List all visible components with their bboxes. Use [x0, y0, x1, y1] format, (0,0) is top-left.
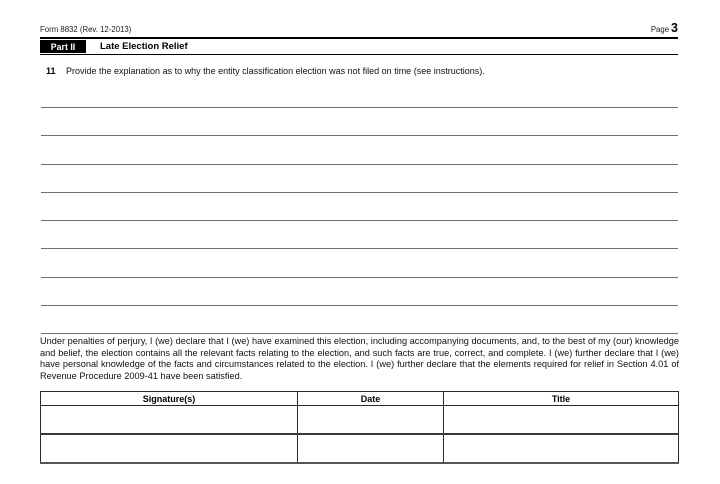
- page-indicator: [651, 21, 678, 35]
- signature-table-body: [41, 406, 679, 464]
- signature-cell[interactable]: [41, 434, 298, 463]
- writing-line[interactable]: [41, 305, 678, 306]
- title-cell[interactable]: [444, 406, 679, 435]
- writing-line[interactable]: [41, 277, 678, 278]
- page-word: Page: [650, 25, 670, 34]
- page-number-value: 3: [671, 21, 678, 35]
- signatures-column-header: Signature(s): [41, 392, 298, 406]
- explanation-answer-lines: [41, 107, 678, 334]
- header-divider-rule: [40, 37, 678, 39]
- line-11-instruction: Provide the explanation as to why the entity classification election was not filed on time (see instructions).: [66, 66, 485, 76]
- writing-line[interactable]: [41, 248, 678, 249]
- date-cell[interactable]: [298, 406, 444, 435]
- part-ii-title: Late Election Relief: [100, 41, 188, 52]
- writing-line[interactable]: [41, 333, 678, 334]
- date-cell[interactable]: [298, 434, 444, 463]
- writing-line[interactable]: [41, 107, 678, 108]
- signature-cell[interactable]: [41, 406, 298, 435]
- signature-table-row: [41, 434, 679, 463]
- signature-table-header: [41, 392, 679, 406]
- title-cell[interactable]: [444, 434, 679, 463]
- signature-table: [40, 391, 679, 464]
- title-column-header: Title: [444, 392, 679, 406]
- form-id-label: Form 8832 (Rev. 12-2013): [40, 25, 132, 34]
- writing-line[interactable]: [41, 192, 678, 193]
- writing-line[interactable]: [41, 220, 678, 221]
- line-11-number: 11: [46, 66, 56, 76]
- part-section-divider: [40, 54, 678, 55]
- writing-line[interactable]: [41, 164, 678, 165]
- perjury-declaration: Under penalties of perjury, I (we) declare that I (we) have examined this election, including accompanying documents, and, to the best of my (our) knowledge and belief, the election contains all the relevant facts relating to the election, and such facts are true, correct, and complete. I (we) further declare that I (we) have personal knowledge of the facts and circumstances related to the election. I (we) further declare that the elements required for relief in Section 4.01 of Revenue Procedure 2009-41 have been satisfied.: [40, 336, 679, 381]
- part-ii-badge: Part II: [40, 40, 86, 53]
- date-column-header: Date: [298, 392, 444, 406]
- signature-table-row: [41, 406, 679, 435]
- writing-line[interactable]: [41, 135, 678, 136]
